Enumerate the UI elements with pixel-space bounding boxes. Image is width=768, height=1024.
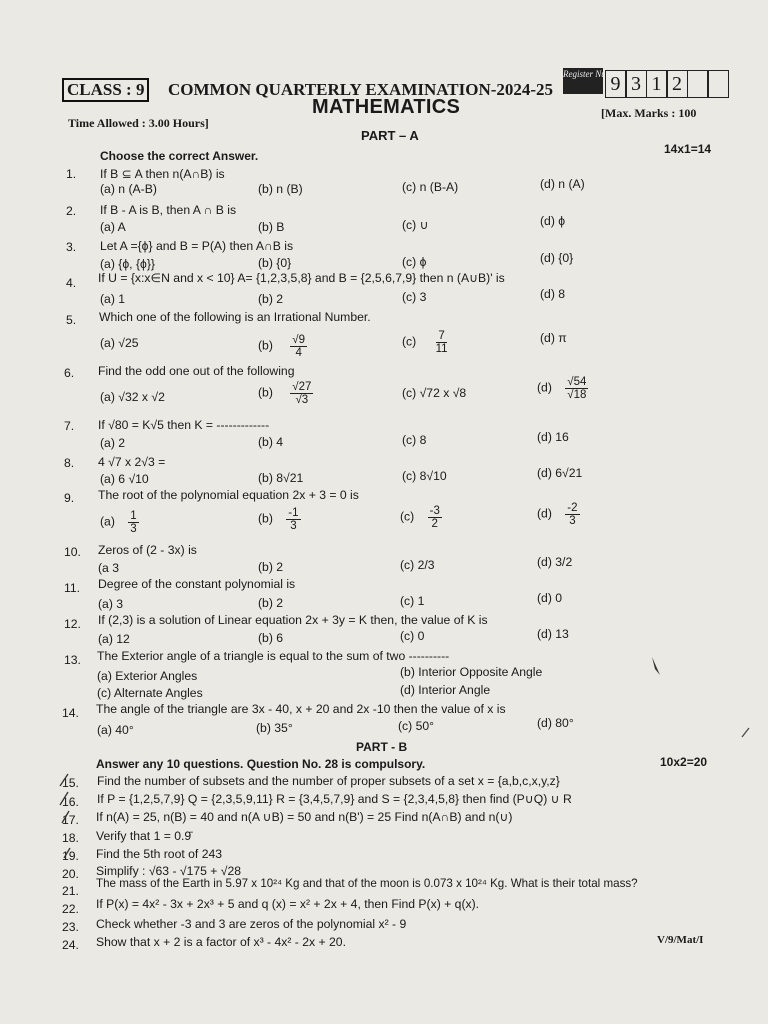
option-d: (d) 0 [537,591,563,605]
question-text: Find the number of subsets and the number of proper subsets of a set x = {a,b,c,x,y,z} [97,774,560,788]
question-number: 8. [64,456,75,470]
part-a-title: PART – A [361,128,419,143]
option-b: (b) {0} [258,256,292,270]
question-text: Find the odd one out of the following [98,364,295,378]
option-b: (b) 2 [258,596,284,610]
option-b: (b) 2 [258,292,284,306]
fraction [128,510,138,535]
fraction [290,334,307,359]
register-digit-box[interactable]: 3 [625,70,647,98]
numerator: √27 [292,381,312,393]
option-a: (a) {ϕ, {ϕ}} [100,257,155,271]
question-text: Find the 5th root of 243 [96,847,223,861]
option-a: (a) 1 [100,292,126,306]
option-label: (c) [402,334,417,349]
fraction [565,376,588,401]
question-number: 24. [62,938,79,952]
option-label: (a) [100,514,115,529]
option-c [400,505,442,530]
question-number: 13. [64,653,81,667]
option-label: (b) [258,511,273,526]
question-number: 15. [62,776,79,790]
question-text: The mass of the Earth in 5.97 x 10²⁴ Kg and that of the moon is 0.073 x 10²⁴ Kg. What is their total mass? [96,877,638,890]
question-text: 4 √7 x 2√3 = [98,455,166,469]
option-c: (c) ϕ [402,255,427,269]
question-text: If B ⊆ A then n(A∩B) is [100,167,225,181]
numerator: -3 [429,505,440,517]
option-a: (a 3 [98,561,120,575]
question-text: Show that x + 2 is a factor of x³ - 4x² - 2x + 20. [96,935,346,949]
numerator: -2 [567,502,578,514]
option-a: (a) n (A-B) [100,182,157,196]
question-number: 3. [66,240,77,254]
question-number: 18. [62,831,79,845]
option-d: (d) 6√21 [537,466,583,480]
register-digit-box[interactable] [687,70,709,98]
option-b: (b) 2 [258,560,284,574]
option-label: (b) [258,385,273,400]
numerator: √9 [292,334,306,346]
register-digit-box[interactable]: 2 [666,70,688,98]
option-c: (c) 1 [400,594,425,608]
fraction [286,507,300,532]
question-text: If U = {x:x∈N and x < 10} A= {1,2,3,5,8} and B = {2,5,6,7,9} then n (A∪B)' is [98,271,505,285]
option-d: (d) {0} [540,251,574,265]
question-text: The angle of the triangle are 3x - 40, x + 20 and 2x -10 then the value of x is [96,702,506,716]
option-d: (d) 80° [537,716,574,730]
register-digit-box[interactable]: 9 [605,70,627,98]
option-b: (b) B [258,220,285,234]
option-d: (d) 13 [537,627,569,641]
option-c: (c) 8√10 [402,469,447,483]
question-text: If (2,3) is a solution of Linear equation 2x + 3y = K then, the value of K is [98,613,488,627]
option-c: (c) ∪ [402,218,429,232]
question-text: Simplify : √63 - √175 + √28 [96,864,242,878]
option-a: (a) 3 [98,597,124,611]
option-c: (c) 50° [398,719,435,733]
subject-title: MATHEMATICS [312,96,461,118]
register-number-boxes [606,70,729,98]
option-b [258,507,301,532]
register-digit-box[interactable] [707,70,729,98]
question-text: If P(x) = 4x² - 3x + 2x³ + 5 and q (x) = x² + 2x + 4, then Find P(x) + q(x). [96,897,480,911]
option-c: (c) 0 [400,629,425,643]
ink-mark [740,725,752,739]
option-d: (d) 8 [540,287,566,301]
question-number: 5. [66,313,77,327]
question-number: 7. [64,419,75,433]
question-number: 2. [66,204,77,218]
question-text: If n(A) = 25, n(B) = 40 and n(A ∪B) = 50 and n(B') = 25 Find n(A∩B) and n(∪) [96,810,513,824]
option-c: (c) 8 [402,433,427,447]
question-number: 1. [66,167,77,181]
question-text: Verify that 1 = 0.9̄ [96,829,192,843]
option-a: (a) √25 [100,336,139,350]
question-text: Check whether -3 and 3 are zeros of the polynomial x² - 9 [96,917,407,931]
max-marks: [Max. Marks : 100 [601,106,697,120]
question-number: 4. [66,276,77,290]
question-text: Degree of the constant polynomial is [98,577,296,591]
option-label: (b) [258,338,273,353]
part-a-instruction: Choose the correct Answer. [100,149,259,163]
question-text: If B - A is B, then A ∩ B is [100,203,237,217]
option-d: (d) ϕ [540,214,566,228]
time-allowed: Time Allowed : 3.00 Hours] [68,116,209,130]
question-number: 20. [62,867,79,881]
question-number: 22. [62,902,79,916]
denominator: 3 [569,515,576,527]
question-number: 14. [62,706,79,720]
option-c: (c) n (B-A) [402,180,459,194]
option-d: (d) 3/2 [537,555,573,569]
denominator: 11 [435,343,448,355]
option-c: (c) 3 [402,290,427,304]
fraction [428,505,442,530]
option-d: (d) Interior Angle [400,683,491,697]
denominator: 2 [431,518,438,530]
option-a: (a) √32 x √2 [100,390,165,404]
question-text: Which one of the following is an Irrational Number. [99,310,371,324]
denominator: √18 [567,389,587,401]
question-number: 10. [64,545,81,559]
denominator: 3 [290,520,297,532]
part-a-score: 14x1=14 [664,142,712,156]
part-b-instruction: Answer any 10 questions. Question No. 28 is compulsory. [96,757,426,771]
option-b: (b) 8√21 [258,471,304,485]
option-d: (d) 16 [537,430,569,444]
exam-title: COMMON QUARTERLY EXAMINATION-2024-25 [168,80,554,99]
option-b: (b) 6 [258,631,284,645]
pen-tick-marks [56,770,86,940]
part-b-score: 10x2=20 [660,755,708,769]
option-b: (b) n (B) [258,182,303,196]
question-text: The Exterior angle of a triangle is equal to the sum of two ---------- [97,649,450,663]
option-b: (b) Interior Opposite Angle [400,665,543,679]
question-number: 6. [64,366,75,380]
question-text: Let A ={ϕ} and B = P(A) then A∩B is [100,239,294,253]
question-number: 12. [64,617,81,631]
fraction [565,502,579,527]
option-label: (d) [537,380,552,395]
question-text: Zeros of (2 - 3x) is [98,543,197,557]
option-label: (c) [400,509,415,524]
question-number: 16. [62,795,79,809]
option-b: (b) 4 [258,435,284,449]
option-b [258,381,313,406]
denominator: 4 [295,347,302,359]
option-d [537,376,588,401]
question-text: If √80 = K√5 then K = ------------- [98,418,270,432]
class-label: CLASS : 9 [62,78,149,102]
numerator: -1 [288,507,299,519]
option-a: (a) A [100,220,126,234]
paper-code: V/9/Mat/I [657,934,704,946]
option-d: (d) π [540,331,567,345]
option-a: (a) 6 √10 [100,472,149,486]
option-c: (c) √72 x √8 [402,386,467,400]
register-number-label: Register Number [563,68,603,94]
option-label: (d) [537,506,552,521]
option-d: (d) n (A) [540,177,585,191]
numerator: 1 [130,510,137,522]
option-a: (a) Exterior Angles [97,669,198,683]
option-c [402,330,450,355]
option-a: (a) 40° [97,723,134,737]
numerator: √54 [567,376,587,388]
numerator: 7 [438,330,445,342]
option-b: (b) 35° [256,721,293,735]
option-c: (c) 2/3 [400,558,435,572]
question-text: The root of the polynomial equation 2x + 3 = 0 is [98,488,359,502]
option-a: (a) 2 [100,436,126,450]
ink-mark [648,655,664,679]
question-text: If P = {1,2,5,7,9} Q = {2,3,5,9,11} R = {3,4,5,7,9} and S = {2,3,4,5,8} then find (P∪Q) ∪ R [97,792,572,806]
question-number: 9. [64,491,75,505]
question-number: 11. [64,581,81,595]
option-b [258,334,307,359]
option-c: (c) Alternate Angles [97,686,203,700]
question-number: 23. [62,920,79,934]
question-number: 19. [62,849,79,863]
fraction [434,330,450,355]
denominator: 3 [130,523,137,535]
question-number: 17. [62,813,79,827]
option-a [100,510,139,535]
option-d [537,502,580,527]
part-b-title: PART - B [356,740,408,754]
fraction [290,381,313,406]
denominator: √3 [295,394,309,406]
option-a: (a) 12 [98,632,130,646]
register-digit-box[interactable]: 1 [646,70,668,98]
question-number: 21. [62,884,79,898]
